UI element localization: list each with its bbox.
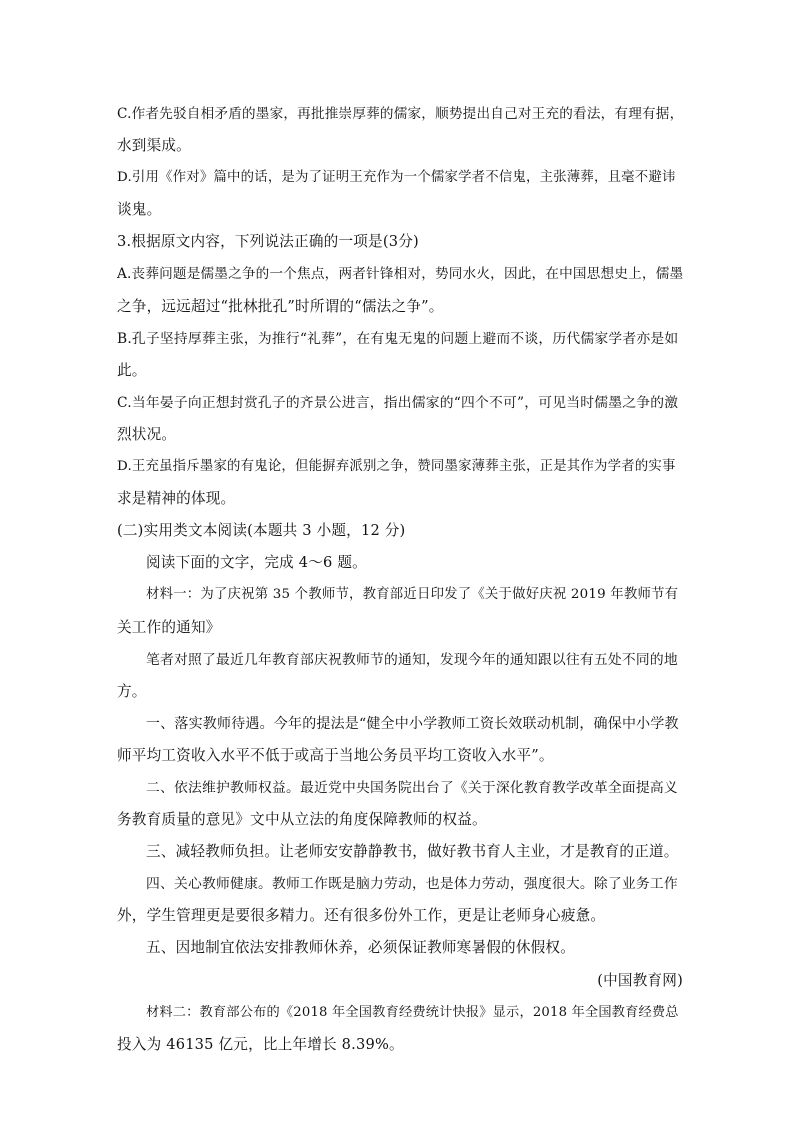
text-line: 阅读下面的文字，完成 4～6 题。 [146,554,367,572]
text-line: C.当年晏子向正想封赏孔子的齐景公进言，指出儒家的“四个不可”，可见当时儒墨之争的激 [117,394,679,411]
text-line: 材料二：教育部公布的《2018 年全国教育经费统计快报》显示，2018 年全国教育经费总 [146,1004,679,1020]
text-line: 五、因地制宜依法安排教师休养，必须保证教师寒暑假的休假权。 [146,939,576,957]
text-line: 关工作的通知》 [117,618,221,636]
document-page [117,98,683,1061]
text-line: 投入为 46135 亿元，比上年增长 8.39%。 [117,1035,404,1053]
text-line: D.引用《作对》篇中的话，是为了证明王充作为一个儒家学者不信鬼，主张薄葬，且毫不避讳 [117,170,676,186]
question-heading: 3.根据原文内容，下列说法正确的一项是(3分) [117,233,419,251]
text-line: 二、依法维护教师权益。最近党中央国务院出台了《关于深化教育教学改革全面提高义 [146,779,678,796]
text-line: 求是精神的体现。 [117,490,236,508]
text-line: 水到渠成。 [117,137,191,155]
text-line: 师平均工资收入水平不低于或高于当地公务员平均工资收入水平”。 [117,746,554,764]
text-line: 务教育质量的意见》文中从立法的角度保障教师的权益。 [117,811,487,829]
source-attribution: (中国教育网) [597,971,683,989]
text-line: 方。 [117,682,147,700]
text-line: 外，学生管理更是要很多精力。还有很多份外工作，更是让老师身心疲惫。 [117,907,606,925]
text-line: 三、减轻教师负担。让老师安安静静教书，做好教书育人主业，才是教育的正道。 [146,843,679,861]
text-line: A.丧葬问题是儒墨之争的一个焦点，两者针锋相对，势同水火，因此，在中国思想史上，儒墨 [117,266,684,283]
text-line: D.王充虽指斥墨家的有鬼论，但能摒弃派别之争，赞同墨家薄葬主张，正是其作为学者的实事 [117,459,676,475]
text-line: 之争，远远超过“批林批孔”时所谓的“儒法之争”。 [117,297,444,315]
text-line: 一、落实教师待遇。今年的提法是“健全中小学教师工资长效联动机制，确保中小学教 [146,715,679,732]
text-line: 烈状况。 [117,425,177,443]
text-line: B.孔子坚持厚葬主张，为推行“礼葬”，在有鬼无鬼的问题上避而不谈，历代儒家学者亦是如 [117,330,679,347]
text-line: 此。 [117,361,147,379]
section-heading: (二)实用类文本阅读(本题共 3 小题，12 分) [117,522,406,540]
text-line: C.作者先驳自相矛盾的墨家，再批推崇厚葬的儒家，顺势提出自己对王充的看法，有理有据， [117,106,684,122]
text-line: 笔者对照了最近几年教育部庆祝教师节的通知，发现今年的通知跟以往有五处不同的地 [146,651,678,668]
text-line: 材料一：为了庆祝第 35 个教师节，教育部近日印发了《关于做好庆祝 2019 年教师节有 [146,587,679,603]
text-line: 谈鬼。 [117,201,162,219]
text-line: 四、关心教师健康。教师工作既是脑力劳动，也是体力劳动，强度很大。除了业务工作 [146,876,678,893]
